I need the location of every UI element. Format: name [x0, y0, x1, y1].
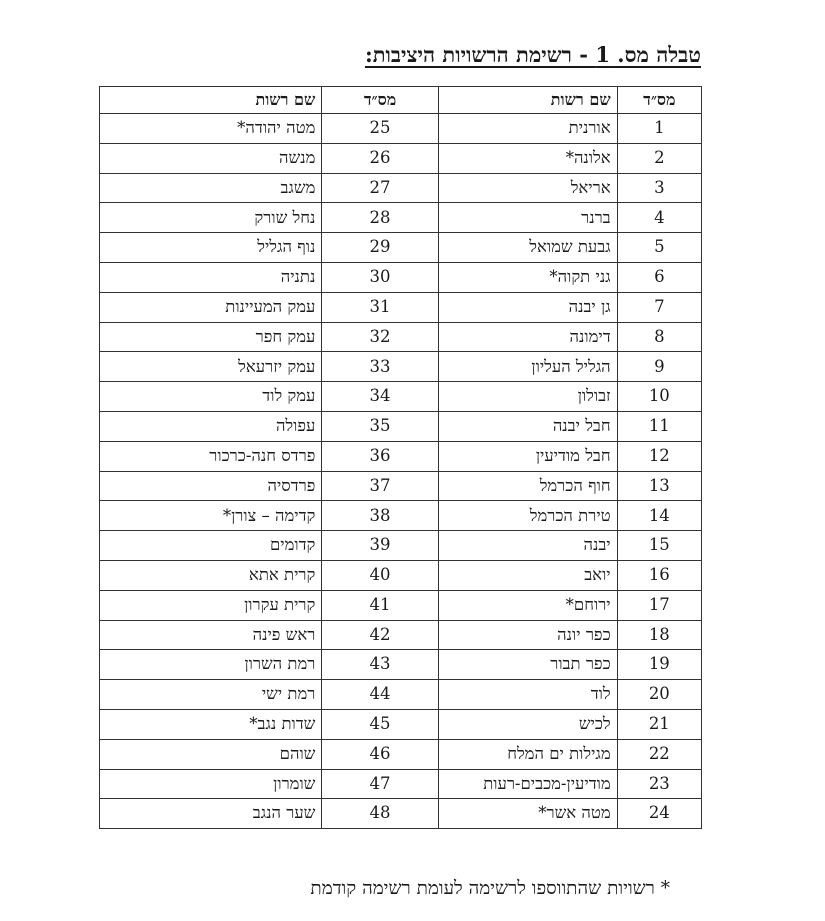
table-row [100, 382, 702, 412]
row-number-a: 23 [617, 769, 701, 799]
table-row [100, 501, 702, 531]
row-name-b: ראש פינה [100, 620, 322, 650]
row-number-a: 14 [617, 501, 701, 531]
row-name-a: לכיש [438, 709, 617, 739]
table-row [100, 709, 702, 739]
row-number-a: 15 [617, 531, 701, 561]
row-name-a: ירוחם* [438, 590, 617, 620]
row-number-b: 42 [322, 620, 438, 650]
table-header-row [100, 87, 702, 114]
table-row [100, 292, 702, 322]
row-name-b: נוף הגליל [100, 233, 322, 263]
row-number-a: 18 [617, 620, 701, 650]
row-name-a: יבנה [438, 531, 617, 561]
row-number-b: 34 [322, 382, 438, 412]
table-row [100, 471, 702, 501]
row-name-b: מנשה [100, 143, 322, 173]
row-name-b: רמת ישי [100, 680, 322, 710]
row-name-b: קדומים [100, 531, 322, 561]
row-number-a: 19 [617, 650, 701, 680]
table-row [100, 411, 702, 441]
row-number-a: 7 [617, 292, 701, 322]
header-name-b: שם רשות [100, 87, 322, 114]
row-number-b: 41 [322, 590, 438, 620]
table-row [100, 322, 702, 352]
row-name-a: אריאל [438, 173, 617, 203]
row-name-b: רמת השרון [100, 650, 322, 680]
row-name-a: אלונה* [438, 143, 617, 173]
row-name-a: מטה אשר* [438, 799, 617, 829]
row-name-b: פרדס חנה-כרכור [100, 441, 322, 471]
row-name-a: לוד [438, 680, 617, 710]
table-row [100, 650, 702, 680]
row-name-a: כפר תבור [438, 650, 617, 680]
row-name-a: חבל מודיעין [438, 441, 617, 471]
row-name-a: גן יבנה [438, 292, 617, 322]
row-name-a: יואב [438, 560, 617, 590]
row-name-b: עמק יזרעאל [100, 352, 322, 382]
row-number-b: 29 [322, 233, 438, 263]
row-number-a: 4 [617, 203, 701, 233]
row-number-a: 20 [617, 680, 701, 710]
table-row [100, 114, 702, 144]
row-number-b: 31 [322, 292, 438, 322]
table-row [100, 352, 702, 382]
table-row [100, 560, 702, 590]
table-row [100, 680, 702, 710]
row-name-a: אורנית [438, 114, 617, 144]
row-name-a: חוף הכרמל [438, 471, 617, 501]
row-name-b: נחל שורק [100, 203, 322, 233]
row-number-b: 36 [322, 441, 438, 471]
row-number-b: 35 [322, 411, 438, 441]
row-number-a: 8 [617, 322, 701, 352]
table-row [100, 441, 702, 471]
table-row [100, 143, 702, 173]
row-name-b: קרית עקרון [100, 590, 322, 620]
row-name-b: עמק המעיינות [100, 292, 322, 322]
row-name-b: שומרון [100, 769, 322, 799]
row-name-a: גני תקוה* [438, 262, 617, 292]
table-row [100, 590, 702, 620]
row-number-a: 22 [617, 739, 701, 769]
row-name-b: עמק חפר [100, 322, 322, 352]
row-number-a: 9 [617, 352, 701, 382]
row-number-b: 27 [322, 173, 438, 203]
table-row [100, 799, 702, 829]
table-row [100, 739, 702, 769]
row-number-a: 5 [617, 233, 701, 263]
row-name-b: שדות נגב* [100, 709, 322, 739]
footnote: * רשויות שהתווספו לרשימה לעומת רשימה קודמת [310, 878, 670, 899]
row-name-b: עמק לוד [100, 382, 322, 412]
row-number-a: 1 [617, 114, 701, 144]
row-number-a: 17 [617, 590, 701, 620]
row-name-a: ברנר [438, 203, 617, 233]
row-number-a: 11 [617, 411, 701, 441]
row-number-b: 28 [322, 203, 438, 233]
row-number-b: 48 [322, 799, 438, 829]
row-number-b: 32 [322, 322, 438, 352]
table-row [100, 233, 702, 263]
table-row [100, 531, 702, 561]
row-number-b: 25 [322, 114, 438, 144]
row-number-b: 39 [322, 531, 438, 561]
row-number-b: 47 [322, 769, 438, 799]
row-number-b: 33 [322, 352, 438, 382]
header-number-a: מס״ד [617, 87, 701, 114]
row-name-b: פרדסיה [100, 471, 322, 501]
row-number-a: 12 [617, 441, 701, 471]
row-name-a: זבולון [438, 382, 617, 412]
row-number-b: 38 [322, 501, 438, 531]
table-row [100, 262, 702, 292]
authorities-table [99, 86, 702, 829]
row-number-b: 40 [322, 560, 438, 590]
row-name-a: מודיעין-מכבים-רעות [438, 769, 617, 799]
table-row [100, 203, 702, 233]
row-number-b: 37 [322, 471, 438, 501]
row-name-a: טירת הכרמל [438, 501, 617, 531]
row-name-b: משגב [100, 173, 322, 203]
row-name-b: מטה יהודה* [100, 114, 322, 144]
row-number-b: 44 [322, 680, 438, 710]
row-number-b: 46 [322, 739, 438, 769]
table-row [100, 620, 702, 650]
row-name-b: עפולה [100, 411, 322, 441]
row-number-b: 45 [322, 709, 438, 739]
header-number-b: מס״ד [322, 87, 438, 114]
row-number-a: 10 [617, 382, 701, 412]
row-number-a: 6 [617, 262, 701, 292]
row-name-b: קרית אתא [100, 560, 322, 590]
row-number-a: 16 [617, 560, 701, 590]
row-name-b: נתניה [100, 262, 322, 292]
table-title: טבלה מס. 1 - רשימת הרשויות היציבות: [364, 42, 701, 67]
row-number-a: 3 [617, 173, 701, 203]
row-number-a: 21 [617, 709, 701, 739]
row-name-a: דימונה [438, 322, 617, 352]
row-name-a: גבעת שמואל [438, 233, 617, 263]
header-name-a: שם רשות [438, 87, 617, 114]
row-number-b: 30 [322, 262, 438, 292]
row-number-b: 43 [322, 650, 438, 680]
row-number-a: 13 [617, 471, 701, 501]
row-name-b: שוהם [100, 739, 322, 769]
table-row [100, 769, 702, 799]
table-body [100, 114, 702, 829]
row-name-a: הגליל העליון [438, 352, 617, 382]
row-name-a: כפר יונה [438, 620, 617, 650]
row-name-a: מגילות ים המלח [438, 739, 617, 769]
row-number-b: 26 [322, 143, 438, 173]
row-number-a: 24 [617, 799, 701, 829]
row-name-b: קדימה – צורן* [100, 501, 322, 531]
row-name-b: שער הנגב [100, 799, 322, 829]
table-row [100, 173, 702, 203]
row-number-a: 2 [617, 143, 701, 173]
row-name-a: חבל יבנה [438, 411, 617, 441]
